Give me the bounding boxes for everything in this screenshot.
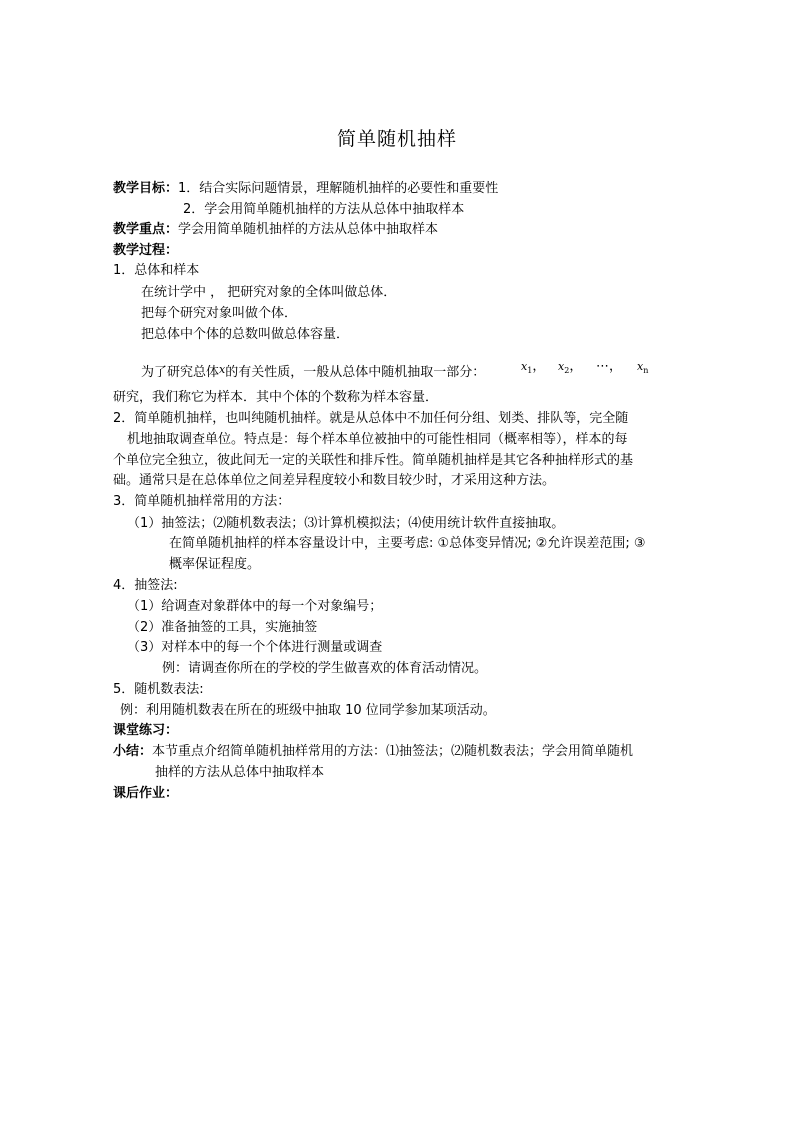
section-4-step-1: （1）给调查对象群体中的每一个对象编号； <box>127 599 383 614</box>
section-1-para-5: 研究，我们称它为样本．其中个体的个数称为样本容量． <box>113 390 439 405</box>
section-1-para-2: 把每个研究对象叫做个体． <box>141 306 298 321</box>
section-1-para-1: 在统计学中 ， 把研究对象的全体叫做总体． <box>141 285 397 300</box>
para-4-mid: 的有关性质，一般从总体中随机抽取一部分： <box>225 365 486 380</box>
x1-var: x <box>521 360 528 373</box>
section-2-line-1: 2．简单随机抽样，也叫纯随机抽样。就是从总体中不加任何分组、划类、排队等，完全随 <box>113 411 629 426</box>
section-5-example: 例：利用随机数表在所在的班级中抽取 10 位同学参加某项活动。 <box>120 703 496 718</box>
summary-label: 小结： <box>113 744 153 759</box>
objective-item-2: 2．学会用简单随机抽样的方法从总体中抽取样本 <box>183 202 465 217</box>
section-2-line-3: 个单位完全独立，彼此间无一定的关联性和排斥性。简单随机抽样是其它各种抽样形式的基 <box>113 453 634 468</box>
section-2-line-4: 础。通常只是在总体单位之间差异程度较小和数目较少时，才采用这种方法。 <box>113 473 556 488</box>
section-3-heading: 3．简单随机抽样常用的方法： <box>113 494 291 509</box>
process-label: 教学过程： <box>113 243 179 258</box>
sample-x1 <box>521 358 545 380</box>
sample-xn <box>637 358 648 380</box>
section-3-methods: （1）抽签法；⑵随机数表法；⑶计算机模拟法；⑷使用统计软件直接抽取。 <box>127 516 565 531</box>
practice-label: 课堂练习： <box>113 723 179 738</box>
section-1-para-4 <box>141 361 485 382</box>
homework-label: 课后作业： <box>113 786 179 801</box>
key-point-text: 学会用简单随机抽样的方法从总体中抽取样本 <box>178 222 439 237</box>
sample-ellipsis <box>596 358 622 376</box>
objectives-label: 教学目标： <box>113 181 179 196</box>
para-4-start: 为了研究总体 <box>141 365 220 380</box>
section-3-consider-2: 概率保证程度。 <box>169 557 261 572</box>
xn-var: x <box>637 360 644 373</box>
section-1-heading: 1．总体和样本 <box>113 263 200 278</box>
section-4-step-3: （3）对样本中的每一个个体进行测量或调查 <box>127 640 383 655</box>
variable-x: x <box>219 363 226 376</box>
ellipsis-comma: ， <box>609 359 623 374</box>
x1-sub: 1 <box>527 366 533 375</box>
page-title: 简单随机抽样 <box>336 128 457 150</box>
summary-row <box>113 743 633 761</box>
xn-sub: n <box>643 366 649 375</box>
sample-x2 <box>558 358 582 380</box>
section-4-step-2: （2）准备抽签的工具，实施抽签 <box>127 620 318 635</box>
x1-comma: ， <box>532 359 546 374</box>
summary-text-1: 本节重点介绍简单随机抽样常用的方法：⑴抽签法；⑵随机数表法；学会用简单随机 <box>152 744 634 759</box>
objective-item-1: 1．结合实际问题情景，理解随机抽样的必要性和重要性 <box>178 181 499 196</box>
summary-text-2: 抽样的方法从总体中抽取样本 <box>155 765 325 780</box>
key-point-row <box>113 221 438 239</box>
section-2-line-2: 机地抽取调查单位。特点是：每个样本单位被抽中的可能性相同（概率相等），样本的每 <box>127 432 628 447</box>
x2-sub: 2 <box>564 366 570 375</box>
section-5-heading: 5．随机数表法: <box>113 682 204 697</box>
section-3-consider-1: 在简单随机抽样的样本容量设计中，主要考虑: ①总体变异情况; ②允许误差范围; ③ <box>169 536 646 551</box>
x2-var: x <box>558 360 565 373</box>
section-4-example: 例：请调查你所在的学校的学生做喜欢的体育活动情况。 <box>162 661 488 676</box>
ellipsis: ⋯ <box>596 359 609 374</box>
section-4-heading: 4．抽签法: <box>113 578 178 593</box>
x2-comma: ， <box>569 359 583 374</box>
section-1-para-3: 把总体中个体的总数叫做总体容量． <box>141 327 350 342</box>
key-point-label: 教学重点： <box>113 222 179 237</box>
objectives-row-1 <box>113 180 498 198</box>
